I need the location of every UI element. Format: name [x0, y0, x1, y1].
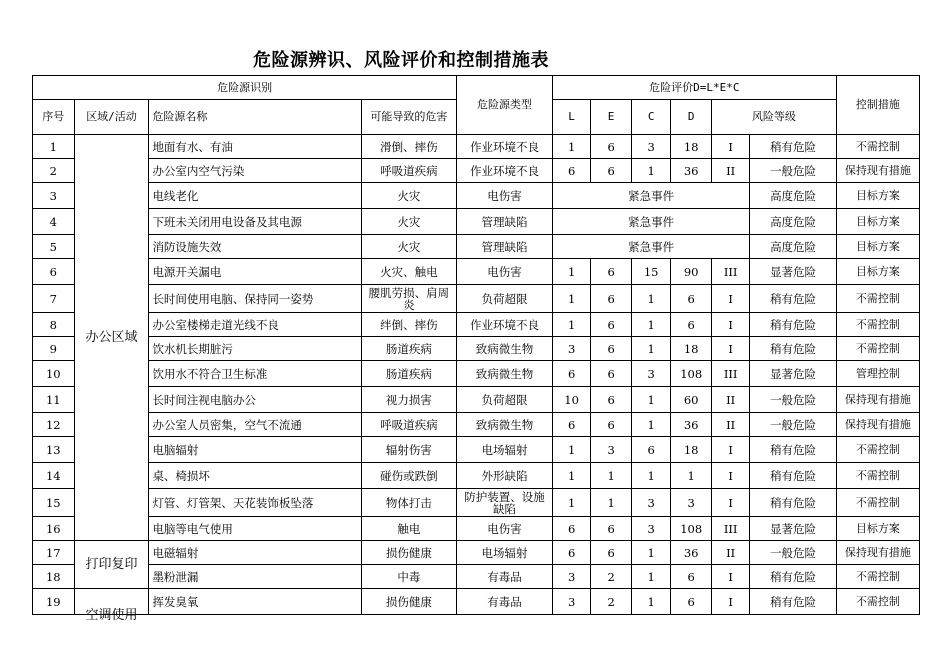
table-row — [33, 517, 920, 541]
row-emergency-event: 紧急事件 — [552, 235, 750, 259]
area-office: 办公区域 — [74, 135, 149, 541]
row-C: 3 — [631, 489, 671, 517]
row-L: 1 — [552, 489, 590, 517]
header-C: C — [631, 100, 671, 135]
row-hazard-name: 长时间使用电脑、保持同一姿势 — [149, 285, 361, 313]
row-hazard-type: 有毒品 — [457, 565, 553, 589]
row-hazard-name: 桌、椅损坏 — [149, 463, 361, 489]
row-grade: I — [711, 135, 749, 159]
row-E: 6 — [591, 135, 632, 159]
row-C: 1 — [631, 413, 671, 437]
row-control: 保持现有措施 — [836, 387, 919, 413]
area-print: 打印复印 — [74, 541, 149, 589]
row-risk-level: 显著危险 — [750, 517, 836, 541]
row-control: 目标方案 — [836, 183, 919, 209]
row-hazard-name: 电源开关漏电 — [149, 259, 361, 285]
table-row — [33, 541, 920, 565]
row-grade: I — [711, 565, 749, 589]
row-grade: II — [711, 387, 749, 413]
row-hazard-type: 管理缺陷 — [457, 209, 553, 235]
row-L: 3 — [552, 589, 590, 615]
row-seq: 3 — [33, 183, 75, 209]
row-C: 3 — [631, 517, 671, 541]
row-risk-level: 高度危险 — [750, 209, 836, 235]
row-possible-harm: 碰伤或跌倒 — [361, 463, 457, 489]
row-risk-level: 稍有危险 — [750, 313, 836, 337]
row-hazard-name: 灯管、灯管架、天花装饰板坠落 — [149, 489, 361, 517]
row-possible-harm: 物体打击 — [361, 489, 457, 517]
row-E: 1 — [591, 489, 632, 517]
table-row — [33, 565, 920, 589]
table-row — [33, 313, 920, 337]
row-L: 10 — [552, 387, 590, 413]
row-C: 3 — [631, 135, 671, 159]
row-hazard-type: 致病微生物 — [457, 361, 553, 387]
header-evaluation-group: 危险评价D=L*E*C — [552, 76, 836, 100]
row-seq: 11 — [33, 387, 75, 413]
row-seq: 17 — [33, 541, 75, 565]
row-hazard-name: 电磁辐射 — [149, 541, 361, 565]
row-risk-level: 稍有危险 — [750, 285, 836, 313]
row-hazard-name: 长时间注视电脑办公 — [149, 387, 361, 413]
row-possible-harm: 腰肌劳损、肩周炎 — [361, 285, 457, 313]
header-hazard-name: 危险源名称 — [149, 100, 361, 135]
header-L: L — [552, 100, 590, 135]
row-seq: 16 — [33, 517, 75, 541]
row-grade: I — [711, 437, 749, 463]
row-L: 1 — [552, 285, 590, 313]
row-D: 60 — [671, 387, 712, 413]
row-hazard-type: 负荷超限 — [457, 285, 553, 313]
row-L: 1 — [552, 313, 590, 337]
row-seq: 7 — [33, 285, 75, 313]
row-D: 36 — [671, 413, 712, 437]
row-hazard-type: 电伤害 — [457, 517, 553, 541]
row-control: 目标方案 — [836, 235, 919, 259]
header-identify-group: 危险源识别 — [33, 76, 457, 100]
row-emergency-event: 紧急事件 — [552, 183, 750, 209]
row-possible-harm: 视力损害 — [361, 387, 457, 413]
row-D: 6 — [671, 313, 712, 337]
row-C: 1 — [631, 337, 671, 361]
row-L: 6 — [552, 517, 590, 541]
row-E: 6 — [591, 517, 632, 541]
row-C: 1 — [631, 313, 671, 337]
row-seq: 18 — [33, 565, 75, 589]
row-D: 18 — [671, 135, 712, 159]
row-hazard-name: 下班未关闭用电设备及其电源 — [149, 209, 361, 235]
row-possible-harm: 火灾 — [361, 235, 457, 259]
row-E: 6 — [591, 259, 632, 285]
row-risk-level: 稍有危险 — [750, 337, 836, 361]
row-seq: 13 — [33, 437, 75, 463]
row-control: 不需控制 — [836, 337, 919, 361]
row-possible-harm: 呼吸道疾病 — [361, 413, 457, 437]
table-row — [33, 463, 920, 489]
row-possible-harm: 损伤健康 — [361, 541, 457, 565]
row-E: 6 — [591, 387, 632, 413]
sheet-title: 危险源辨识、风险评价和控制措施表 — [253, 50, 549, 71]
row-hazard-type: 致病微生物 — [457, 337, 553, 361]
table-row — [33, 589, 920, 615]
row-seq: 1 — [33, 135, 75, 159]
row-risk-level: 稍有危险 — [750, 463, 836, 489]
row-control: 不需控制 — [836, 565, 919, 589]
row-grade: II — [711, 541, 749, 565]
header-D: D — [671, 100, 712, 135]
row-risk-level: 一般危险 — [750, 541, 836, 565]
row-hazard-name: 消防设施失效 — [149, 235, 361, 259]
row-seq: 8 — [33, 313, 75, 337]
row-L: 1 — [552, 259, 590, 285]
row-control: 不需控制 — [836, 463, 919, 489]
table-row — [33, 183, 920, 209]
row-L: 3 — [552, 565, 590, 589]
row-D: 6 — [671, 285, 712, 313]
row-control: 目标方案 — [836, 259, 919, 285]
header-control: 控制措施 — [836, 76, 919, 135]
row-control: 不需控制 — [836, 589, 919, 615]
row-grade: I — [711, 589, 749, 615]
row-control: 保持现有措施 — [836, 159, 919, 183]
row-risk-level: 一般危险 — [750, 387, 836, 413]
row-hazard-name: 电脑等电气使用 — [149, 517, 361, 541]
row-hazard-type: 外形缺陷 — [457, 463, 553, 489]
row-possible-harm: 火灾 — [361, 209, 457, 235]
area-aircon — [74, 589, 149, 623]
row-hazard-type: 电伤害 — [457, 259, 553, 285]
row-E: 2 — [591, 589, 632, 615]
row-seq: 5 — [33, 235, 75, 259]
row-possible-harm: 呼吸道疾病 — [361, 159, 457, 183]
row-control: 不需控制 — [836, 285, 919, 313]
header-hazard-type: 危险源类型 — [457, 76, 553, 135]
row-hazard-name: 办公室楼梯走道光线不良 — [149, 313, 361, 337]
row-L: 1 — [552, 437, 590, 463]
row-seq: 6 — [33, 259, 75, 285]
row-possible-harm: 中毒 — [361, 565, 457, 589]
row-risk-level: 稍有危险 — [750, 437, 836, 463]
row-C: 3 — [631, 361, 671, 387]
row-possible-harm: 肠道疾病 — [361, 361, 457, 387]
row-E: 6 — [591, 159, 632, 183]
row-grade: II — [711, 159, 749, 183]
row-D: 3 — [671, 489, 712, 517]
row-E: 6 — [591, 361, 632, 387]
row-control: 保持现有措施 — [836, 541, 919, 565]
row-possible-harm: 损伤健康 — [361, 589, 457, 615]
row-seq: 19 — [33, 589, 75, 615]
row-control: 不需控制 — [836, 313, 919, 337]
row-D: 108 — [671, 361, 712, 387]
row-C: 1 — [631, 589, 671, 615]
row-D: 6 — [671, 589, 712, 615]
row-risk-level: 显著危险 — [750, 361, 836, 387]
table-row — [33, 413, 920, 437]
table-row — [33, 337, 920, 361]
row-C: 1 — [631, 387, 671, 413]
row-E: 1 — [591, 463, 632, 489]
table-row — [33, 387, 920, 413]
row-E: 6 — [591, 337, 632, 361]
row-L: 3 — [552, 337, 590, 361]
row-hazard-type: 电伤害 — [457, 183, 553, 209]
row-D: 108 — [671, 517, 712, 541]
row-C: 15 — [631, 259, 671, 285]
row-hazard-name: 挥发臭氧 — [149, 589, 361, 615]
row-risk-level: 稍有危险 — [750, 135, 836, 159]
table-row — [33, 159, 920, 183]
row-D: 90 — [671, 259, 712, 285]
row-control: 目标方案 — [836, 209, 919, 235]
row-emergency-event: 紧急事件 — [552, 209, 750, 235]
table-row — [33, 361, 920, 387]
row-risk-level: 显著危险 — [750, 259, 836, 285]
row-hazard-name: 地面有水、有油 — [149, 135, 361, 159]
row-C: 1 — [631, 159, 671, 183]
row-D: 36 — [671, 159, 712, 183]
row-E: 6 — [591, 285, 632, 313]
row-L: 6 — [552, 541, 590, 565]
row-L: 6 — [552, 159, 590, 183]
row-D: 18 — [671, 337, 712, 361]
row-hazard-name: 饮用水不符合卫生标准 — [149, 361, 361, 387]
row-possible-harm: 火灾 — [361, 183, 457, 209]
hazard-table — [32, 75, 920, 623]
row-grade: III — [711, 361, 749, 387]
row-possible-harm: 辐射伤害 — [361, 437, 457, 463]
row-hazard-name: 电脑辐射 — [149, 437, 361, 463]
table-row — [33, 437, 920, 463]
row-possible-harm: 触电 — [361, 517, 457, 541]
row-grade: III — [711, 517, 749, 541]
table-row — [33, 259, 920, 285]
row-possible-harm: 火灾、触电 — [361, 259, 457, 285]
header-risk-level: 风险等级 — [711, 100, 836, 135]
row-risk-level: 高度危险 — [750, 235, 836, 259]
table-row — [33, 235, 920, 259]
row-seq: 15 — [33, 489, 75, 517]
header-E: E — [591, 100, 632, 135]
row-grade: III — [711, 259, 749, 285]
row-risk-level: 稍有危险 — [750, 589, 836, 615]
header-possible-harm: 可能导致的危害 — [361, 100, 457, 135]
row-seq: 9 — [33, 337, 75, 361]
row-control: 管理控制 — [836, 361, 919, 387]
row-E: 6 — [591, 413, 632, 437]
row-hazard-type: 电场辐射 — [457, 437, 553, 463]
table-row — [33, 285, 920, 313]
header-seq: 序号 — [33, 100, 75, 135]
row-hazard-name: 饮水机长期脏污 — [149, 337, 361, 361]
row-risk-level: 高度危险 — [750, 183, 836, 209]
table-row — [33, 489, 920, 517]
row-L: 6 — [552, 361, 590, 387]
row-C: 1 — [631, 463, 671, 489]
row-L: 6 — [552, 413, 590, 437]
row-D: 36 — [671, 541, 712, 565]
row-C: 6 — [631, 437, 671, 463]
row-hazard-type: 作业环境不良 — [457, 135, 553, 159]
row-grade: I — [711, 313, 749, 337]
header-area: 区域/活动 — [74, 100, 149, 135]
row-hazard-name: 办公室人员密集，空气不流通 — [149, 413, 361, 437]
row-hazard-type: 致病微生物 — [457, 413, 553, 437]
row-grade: I — [711, 337, 749, 361]
row-control: 不需控制 — [836, 437, 919, 463]
table-row — [33, 135, 920, 159]
row-control: 保持现有措施 — [836, 413, 919, 437]
row-risk-level: 稍有危险 — [750, 489, 836, 517]
row-seq: 12 — [33, 413, 75, 437]
row-D: 1 — [671, 463, 712, 489]
row-hazard-name: 办公室内空气污染 — [149, 159, 361, 183]
row-hazard-type: 有毒品 — [457, 589, 553, 615]
row-C: 1 — [631, 541, 671, 565]
row-hazard-type: 防护装置、设施缺陷 — [457, 489, 553, 517]
row-hazard-type: 电场辐射 — [457, 541, 553, 565]
row-possible-harm: 绊倒、摔伤 — [361, 313, 457, 337]
row-hazard-name: 墨粉泄漏 — [149, 565, 361, 589]
row-seq: 2 — [33, 159, 75, 183]
row-risk-level: 稍有危险 — [750, 565, 836, 589]
row-E: 2 — [591, 565, 632, 589]
row-D: 18 — [671, 437, 712, 463]
row-hazard-type: 管理缺陷 — [457, 235, 553, 259]
row-hazard-type: 作业环境不良 — [457, 159, 553, 183]
row-possible-harm: 滑倒、摔伤 — [361, 135, 457, 159]
row-E: 6 — [591, 313, 632, 337]
row-hazard-type: 负荷超限 — [457, 387, 553, 413]
row-E: 6 — [591, 541, 632, 565]
row-seq: 14 — [33, 463, 75, 489]
table-row — [33, 209, 920, 235]
row-grade: I — [711, 489, 749, 517]
row-control: 目标方案 — [836, 517, 919, 541]
row-grade: I — [711, 463, 749, 489]
row-grade: I — [711, 285, 749, 313]
row-possible-harm: 肠道疾病 — [361, 337, 457, 361]
row-L: 1 — [552, 135, 590, 159]
row-control: 不需控制 — [836, 489, 919, 517]
row-risk-level: 一般危险 — [750, 159, 836, 183]
row-C: 1 — [631, 565, 671, 589]
row-seq: 10 — [33, 361, 75, 387]
row-hazard-type: 作业环境不良 — [457, 313, 553, 337]
row-hazard-name: 电线老化 — [149, 183, 361, 209]
area-aircon-label: 空调使用 — [85, 607, 138, 623]
row-L: 1 — [552, 463, 590, 489]
row-E: 3 — [591, 437, 632, 463]
row-control: 不需控制 — [836, 135, 919, 159]
row-C: 1 — [631, 285, 671, 313]
row-D: 6 — [671, 565, 712, 589]
row-seq: 4 — [33, 209, 75, 235]
row-grade: II — [711, 413, 749, 437]
row-risk-level: 一般危险 — [750, 413, 836, 437]
